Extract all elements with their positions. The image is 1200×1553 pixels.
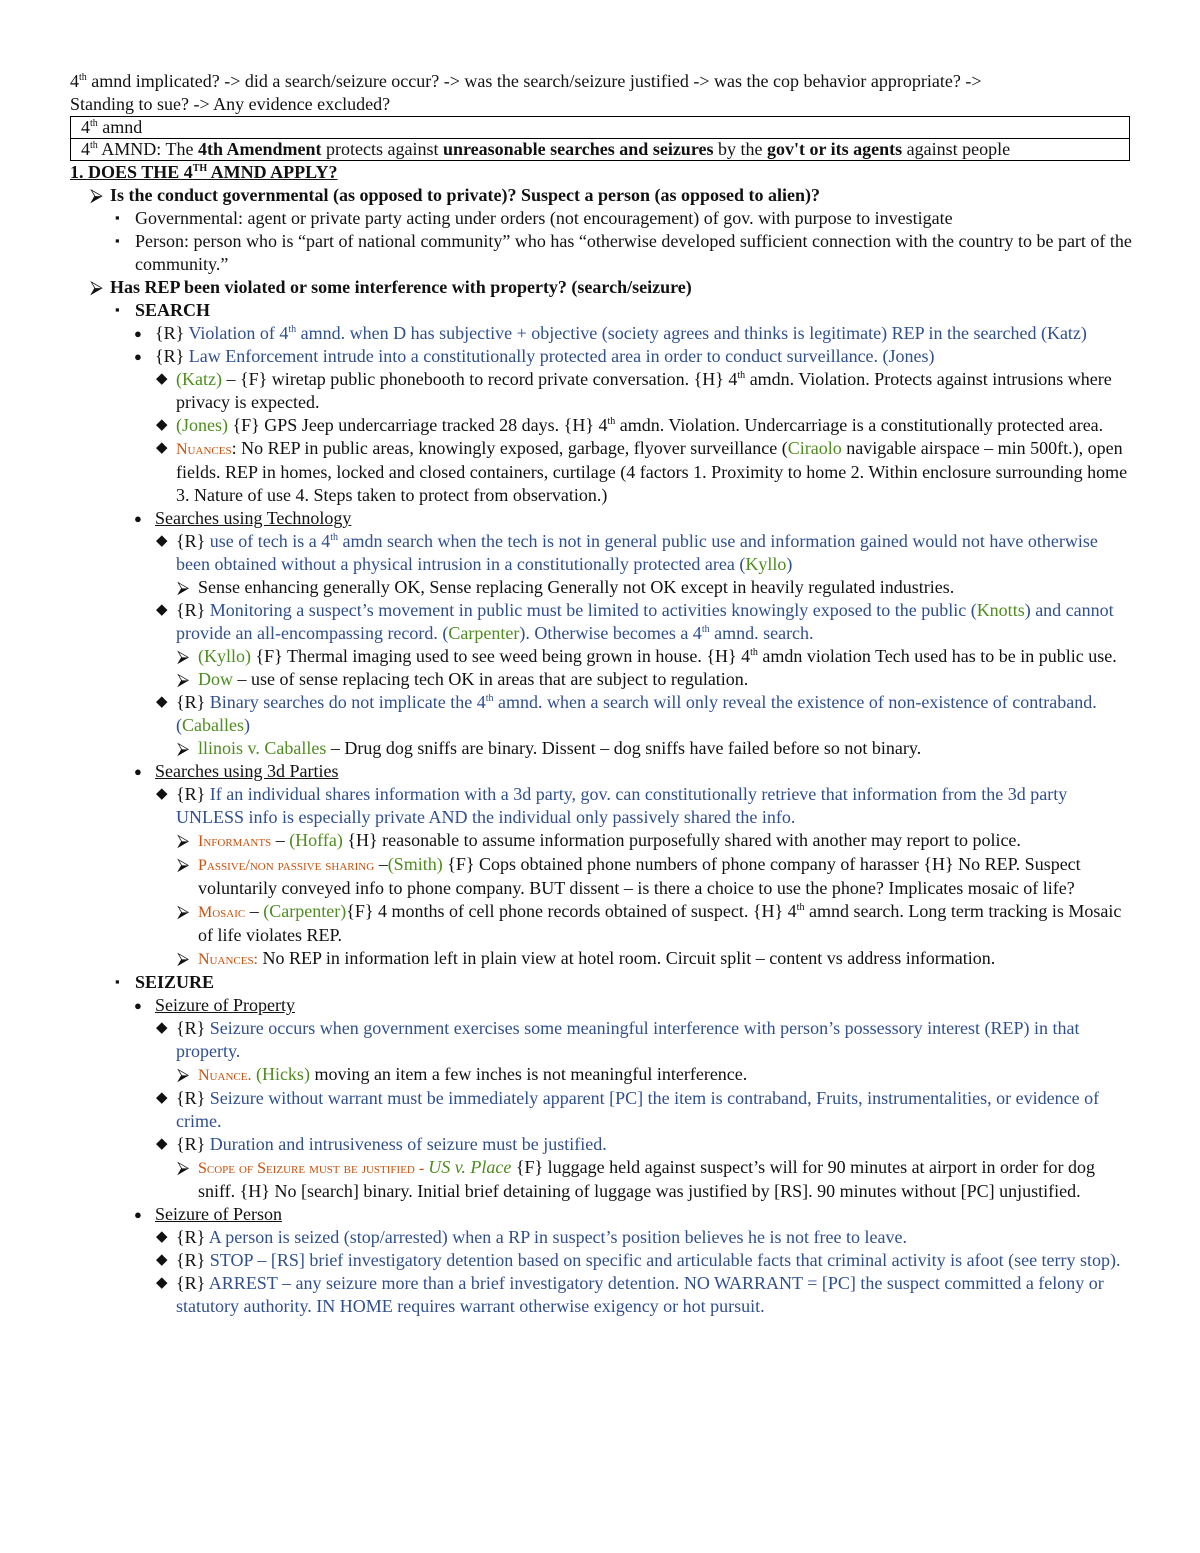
bullet-icon: ● bbox=[134, 1207, 142, 1222]
case-item: ◆ (Katz) – {F} wiretap public phonebooth to record private conversation. {H} 4th amdn. Violation. Protects against intrusions where privacy is expected. bbox=[156, 369, 1112, 412]
third-party-heading: ● Searches using 3d Parties ◆ {R} If an individual shares information with a 3d party, gov. can constitutionally retrieve that information from the 3d party UNLESS info is especially private AND the individual only passively shared the info. ⮚ Informants – (Hoffa) {H} reasonable to assume information purposefully shared with another may report to police. ⮚ Passive/non passive sharing –(Smith) {F} Cops obtained phone numbers of phone company of harasser {H} No REP. Suspect voluntarily conveyed info to phone company. BUT dissent – is there a choice to use the phone? Implicates mosaic of life? ⮚ Mosaic – (Carpenter){F} 4 months of cell phone records obtained of suspect. {H} 4th amnd search. Long term tracking is Mosaic of life violates REP. ⮚ Nuances: No REP in information left in plain view at hotel room. Circuit split – content vs address information. bbox=[70, 760, 1132, 971]
rule-item: ◆ {R} A person is seized (stop/arrested) when a RP in suspect’s position believes he is not free to leave. bbox=[156, 1227, 907, 1247]
list-item: ▪ Governmental: agent or private party acting under orders (not encouragement) of gov. with purpose to investigate bbox=[115, 208, 953, 228]
question-list bbox=[70, 184, 1132, 1318]
nuance-item: ⮚ Nuances: No REP in information left in plain view at hotel room. Circuit split – content vs address information. bbox=[177, 948, 996, 968]
case-item: ◆ (Jones) {F} GPS Jeep undercarriage tracked 28 days. {H} 4th amdn. Violation. Undercarriage is a constitutionally protected area. bbox=[156, 415, 1104, 435]
box-row-definition: 4th AMND: The 4th Amendment protects against unreasonable searches and seizures by the gov't or its agents against people bbox=[71, 139, 1130, 161]
document-page bbox=[70, 70, 1132, 1318]
tech-heading: ● Searches using Technology ◆ {R} use of tech is a 4th amdn search when the tech is not in general public use and information gained would not have otherwise been obtained without a physical intrusion in a constitutionally protected area (Kyllo) ⮚ Sense enhancing generally OK, Sense replacing Generally not OK except in heavily regulated industries. ◆ {R} Monitoring a suspect’s movement in public must be limited to activities knowingly exposed to the public (Knotts) and cannot provide an all-encompassing record. (Carpenter). Otherwise becomes a 4th amnd. search. ⮚ (Kyllo) {F} Thermal imaging used to see weed being grown in house. {H} 4th amdn violation Tech used has to be in public use. ⮚ Dow – use of sense replacing tech OK in areas that are subject to regulation. ◆ {R} Binary searches do not implicate the 4th amnd. when a search will only reveal the existence of non-existence of contraband. (Caballes) ⮚ llinois v. Caballes – Drug dog sniffs are binary. Dissent – dog sniffs have failed before so not binary. bbox=[70, 507, 1132, 760]
person-heading: ● Seizure of Person ◆ {R} A person is seized (stop/arrested) when a RP in suspect’s position believes he is not free to leave. ◆ {R} STOP – [RS] brief investigatory detention based on specific and articulable facts that criminal activity is afoot (see terry stop). ◆ {R} ARREST – any seizure more than a brief investigatory detention. NO WARRANT = [PC] the suspect committed a felony or statutory authority. IN HOME requires warrant otherwise exigency or hot pursuit. bbox=[70, 1203, 1132, 1318]
note-item: ⮚ Sense enhancing generally OK, Sense replacing Generally not OK except in heavily regulated industries. bbox=[177, 577, 955, 597]
bullet-icon: ● bbox=[134, 511, 142, 526]
search-heading: ▪ SEARCH ● {R} Violation of 4th amnd. when D has subjective + objective (society agrees and thinks is legitimate) REP in the searched (Katz) ● {R} Law Enforcement intrude into a constitutionally protected area in order to conduct surveillance. (Jones) ◆ (Katz) – {F} wiretap public phonebooth to record private conversation. {H} 4th amdn. Violation. Protects against intrusions where privacy is expected. ◆ (Jones) {F} GPS Jeep undercarriage tracked 28 days. {H} 4th amdn. Violation. Undercarriage is a constitutionally protected area. ◆ Nuances: No REP in public areas, knowingly exposed, garbage, flyover surveillance (Ciraolo navigable airspace – min 500ft.), open fields. REP in homes, locked and closed containers, curtilage (4 factors 1. Proximity to home 2. Within enclosure surrounding home 3. Nature of use 4. Steps taken to protect from observation.) ● Searches using Technology ◆ {R} use of tech is a 4th amdn search when the tech is not in general public use and information gained would not have otherwise been obtained without a physical intrusion in a constitutionally protected area (Kyllo) ⮚ Sense enhancing generally OK, Sense replacing Generally not OK except in heavily regulated industries. ◆ {R} Monitoring a suspect’s movement in public must be limited to activities knowingly exposed to the public (Knotts) and cannot provide an all-encompassing record. (Carpenter). Otherwise becomes a 4th amnd. search. ⮚ (Kyllo) {F} Thermal imaging used to see weed being grown in house. {H} 4th amdn violation Tech used has to be in public use. ⮚ Dow – use of sense replacing tech OK in areas that are subject to regulation. ◆ {R} Binary searches do not implicate the 4th amnd. when a search will only reveal the existence of non-existence of contraband. (Caballes) ⮚ llinois v. Caballes – Drug dog sniffs are binary. Dissent – dog sniffs have failed before so not binary. ● Searches using 3d Parties ◆ {R} If an individual shares information with a 3d party, gov. can constitutionally retrieve that information from the 3d party UNLESS info is especially private AND the individual only passively shared the info. ⮚ Informants – (Hoffa) {H} reasonable to assume information purposefully shared with another may report to police. ⮚ Passive/non passive sharing –(Smith) {F} Cops obtained phone numbers of phone company of harasser {H} No REP. Suspect voluntarily conveyed info to phone company. BUT dissent – is there a choice to use the phone? Implicates mosaic of life? ⮚ Mosaic – (Carpenter){F} 4 months of cell phone records obtained of suspect. {H} 4th amnd search. Long term tracking is Mosaic of life violates REP. ⮚ Nuances: No REP in information left in plain view at hotel room. Circuit split – content vs address information. bbox=[70, 299, 1132, 971]
rule-item: ◆ {R} Duration and intrusiveness of seizure must be justified. ⮚ Scope of Seizure must be justified - US v. Place {F} luggage held against suspect’s will for 90 minutes at airport in order for dog sniff. {H} No [search] binary. Initial brief detaining of luggage was justified by [RS]. 90 minutes without [PC] unjustified. bbox=[70, 1133, 1132, 1203]
arrow-icon: ⮚ bbox=[90, 185, 103, 205]
arrow-icon: ⮚ bbox=[177, 949, 190, 968]
rule-item: ◆ {R} Monitoring a suspect’s movement in public must be limited to activities knowingly exposed to the public (Knotts) and cannot provide an all-encompassing record. (Carpenter). Otherwise becomes a 4th amnd. search. ⮚ (Kyllo) {F} Thermal imaging used to see weed being grown in house. {H} 4th amdn violation Tech used has to be in public use. ⮚ Dow – use of sense replacing tech OK in areas that are subject to regulation. bbox=[70, 599, 1132, 691]
diamond-icon: ◆ bbox=[156, 371, 168, 387]
question-governmental: ⮚ Is the conduct governmental (as opposed to private)? Suspect a person (as opposed to alien)? ▪ Governmental: agent or private party acting under orders (not encouragement) of gov. with purpose to investigate ▪ Person: person who is “part of national community” who has “otherwise developed sufficient connection with the country to be part of the community.” bbox=[70, 184, 1132, 276]
flow-line-1: 4th amnd implicated? -> did a search/seizure occur? -> was the search/seizure justified -> was the cop behavior appropriate? -> bbox=[70, 71, 982, 91]
arrow-icon: ⮚ bbox=[177, 902, 190, 921]
case-item: ⮚ Informants – (Hoffa) {H} reasonable to assume information purposefully shared with another may report to police. bbox=[177, 830, 1021, 850]
rule-item: ● {R} Violation of 4th amnd. when D has subjective + objective (society agrees and thinks is legitimate) REP in the searched (Katz) bbox=[134, 323, 1087, 343]
rule-item: ◆ {R} Seizure occurs when government exercises some meaningful interference with person’s possessory interest (REP) in that property. ⮚ Nuance. (Hicks) moving an item a few inches is not meaningful interference. bbox=[70, 1017, 1132, 1087]
nuance-item: ⮚ Nuance. (Hicks) moving an item a few inches is not meaningful interference. bbox=[177, 1064, 748, 1084]
diamond-icon: ◆ bbox=[156, 694, 168, 710]
diamond-icon: ◆ bbox=[156, 533, 168, 549]
arrow-icon: ⮚ bbox=[177, 739, 190, 758]
rule-item: ◆ {R} Seizure without warrant must be immediately apparent [PC] the item is contraband, Fruits, instrumentalities, or evidence of crime. bbox=[156, 1088, 1100, 1131]
arrow-icon: ⮚ bbox=[177, 855, 190, 874]
nuance-item: ◆ Nuances: No REP in public areas, knowingly exposed, garbage, flyover surveillance (Ciraolo navigable airspace – min 500ft.), open fields. REP in homes, locked and closed containers, curtilage (4 factors 1. Proximity to home 2. Within enclosure surrounding home 3. Nature of use 4. Steps taken to protect from observation.) bbox=[156, 438, 1128, 505]
bullet-icon: ● bbox=[134, 326, 142, 341]
square-bullet-icon: ▪ bbox=[115, 302, 120, 317]
diamond-icon: ◆ bbox=[156, 1229, 168, 1245]
question-rep: ⮚ Has REP been violated or some interference with property? (search/seizure) ▪ SEARCH ● {R} Violation of 4th amnd. when D has subjective + objective (society agrees and thinks is legitimate) REP in the searched (Katz) ● {R} Law Enforcement intrude into a constitutionally protected area in order to conduct surveillance. (Jones) ◆ (Katz) – {F} wiretap public phonebooth to record private conversation. {H} 4th amdn. Violation. Protects against intrusions where privacy is expected. ◆ (Jones) {F} GPS Jeep undercarriage tracked 28 days. {H} 4th amdn. Violation. Undercarriage is a constitutionally protected area. ◆ Nuances: No REP in public areas, knowingly exposed, garbage, flyover surveillance (Ciraolo navigable airspace – min 500ft.), open fields. REP in homes, locked and closed containers, curtilage (4 factors 1. Proximity to home 2. Within enclosure surrounding home 3. Nature of use 4. Steps taken to protect from observation.) ● Searches using Technology ◆ {R} use of tech is a 4th amdn search when the tech is not in general public use and information gained would not have otherwise been obtained without a physical intrusion in a constitutionally protected area (Kyllo) ⮚ Sense enhancing generally OK, Sense replacing Generally not OK except in heavily regulated industries. ◆ {R} Monitoring a suspect’s movement in public must be limited to activities knowingly exposed to the public (Knotts) and cannot provide an all-encompassing record. (Carpenter). Otherwise becomes a 4th amnd. search. ⮚ (Kyllo) {F} Thermal imaging used to see weed being grown in house. {H} 4th amdn violation Tech used has to be in public use. ⮚ Dow – use of sense replacing tech OK in areas that are subject to regulation. ◆ {R} Binary searches do not implicate the 4th amnd. when a search will only reveal the existence of non-existence of contraband. (Caballes) ⮚ llinois v. Caballes – Drug dog sniffs are binary. Dissent – dog sniffs have failed before so not binary. ● Searches using 3d Parties ◆ {R} If an individual shares information with a 3d party, gov. can constitutionally retrieve that information from the 3d party UNLESS info is especially private AND the individual only passively shared the info. ⮚ Informants – (Hoffa) {H} reasonable to assume information purposefully shared with another may report to police. ⮚ Passive/non passive sharing –(Smith) {F} Cops obtained phone numbers of phone company of harasser {H} No REP. Suspect voluntarily conveyed info to phone company. BUT dissent – is there a choice to use the phone? Implicates mosaic of life? ⮚ Mosaic – (Carpenter){F} 4 months of cell phone records obtained of suspect. {H} 4th amnd search. Long term tracking is Mosaic of life violates REP. ⮚ Nuances: No REP in information left in plain view at hotel room. Circuit split – content vs address information. ▪ SEIZURE ● Seizure of Property ◆ {R} Seizure occurs when government exercises some meaningful interference with person’s possessory interest (REP) in that property. ⮚ Nuance. (Hicks) moving an item a few inches is not meaningful interference. ◆ {R} Seizure without warrant must be immediately apparent [PC] the item is contraband, Fruits, instrumentalities, or evidence of crime. ◆ {R} Duration and intrusiveness of seizure must be justified. ⮚ Scope of Seizure must be justified - US v. Place {F} luggage held against suspect’s will for 90 minutes at airport in order for dog sniff. {H} No [search] binary. Initial brief detaining of luggage was justified by [RS]. 90 minutes without [PC] unjustified. ● Seizure of Person ◆ {R} A person is seized (stop/arrested) when a RP in suspect’s position believes he is not free to leave. ◆ {R} STOP – [RS] brief investigatory detention based on specific and articulable facts that criminal activity is afoot (see terry stop). ◆ {R} ARREST – any seizure more than a brief investigatory detention. NO WARRANT = [PC] the suspect committed a felony or statutory authority. IN HOME requires warrant otherwise exigency or hot pursuit. bbox=[70, 276, 1132, 1318]
diamond-icon: ◆ bbox=[156, 1252, 168, 1268]
diamond-icon: ◆ bbox=[156, 1275, 168, 1291]
case-item: ⮚ (Kyllo) {F} Thermal imaging used to see weed being grown in house. {H} 4th amdn violation Tech used has to be in public use. bbox=[177, 646, 1117, 666]
arrow-icon: ⮚ bbox=[177, 670, 190, 689]
definition-box bbox=[70, 116, 1130, 161]
square-bullet-icon: ▪ bbox=[115, 233, 120, 248]
arrow-icon: ⮚ bbox=[177, 647, 190, 666]
list-item: ▪ Person: person who is “part of national community” who has “otherwise developed sufficient connection with the country to be part of the community.” bbox=[115, 231, 1132, 274]
case-item: ⮚ Dow – use of sense replacing tech OK in areas that are subject to regulation. bbox=[177, 669, 749, 689]
diamond-icon: ◆ bbox=[156, 1136, 168, 1152]
square-bullet-icon: ▪ bbox=[115, 974, 120, 989]
arrow-icon: ⮚ bbox=[177, 578, 190, 597]
rule-item: ● {R} Law Enforcement intrude into a constitutionally protected area in order to conduct surveillance. (Jones) ◆ (Katz) – {F} wiretap public phonebooth to record private conversation. {H} 4th amdn. Violation. Protects against intrusions where privacy is expected. ◆ (Jones) {F} GPS Jeep undercarriage tracked 28 days. {H} 4th amdn. Violation. Undercarriage is a constitutionally protected area. ◆ Nuances: No REP in public areas, knowingly exposed, garbage, flyover surveillance (Ciraolo navigable airspace – min 500ft.), open fields. REP in homes, locked and closed containers, curtilage (4 factors 1. Proximity to home 2. Within enclosure surrounding home 3. Nature of use 4. Steps taken to protect from observation.) bbox=[70, 345, 1132, 507]
rule-item: ◆ {R} STOP – [RS] brief investigatory detention based on specific and articulable facts that criminal activity is afoot (see terry stop). bbox=[156, 1250, 1121, 1270]
flow-text-1: amnd implicated? -> did a search/seizure occur? -> was the search/seizure justified -> was the cop behavior appropriate? -> bbox=[86, 71, 982, 91]
case-item: ⮚ Passive/non passive sharing –(Smith) {F} Cops obtained phone numbers of phone company of harasser {H} No REP. Suspect voluntarily conveyed info to phone company. BUT dissent – is there a choice to use the phone? Implicates mosaic of life? bbox=[177, 854, 1081, 898]
arrow-icon: ⮚ bbox=[177, 1065, 190, 1084]
rule-item: ◆ {R} If an individual shares information with a 3d party, gov. can constitutionally retrieve that information from the 3d party UNLESS info is especially private AND the individual only passively shared the info. ⮚ Informants – (Hoffa) {H} reasonable to assume information purposefully shared with another may report to police. ⮚ Passive/non passive sharing –(Smith) {F} Cops obtained phone numbers of phone company of harasser {H} No REP. Suspect voluntarily conveyed info to phone company. BUT dissent – is there a choice to use the phone? Implicates mosaic of life? ⮚ Mosaic – (Carpenter){F} 4 months of cell phone records obtained of suspect. {H} 4th amnd search. Long term tracking is Mosaic of life violates REP. ⮚ Nuances: No REP in information left in plain view at hotel room. Circuit split – content vs address information. bbox=[70, 783, 1132, 971]
diamond-icon: ◆ bbox=[156, 440, 168, 456]
diamond-icon: ◆ bbox=[156, 786, 168, 802]
box-row-title: 4th amnd bbox=[71, 117, 1130, 139]
arrow-icon: ⮚ bbox=[177, 1158, 190, 1177]
bullet-icon: ● bbox=[134, 998, 142, 1013]
flow-line-2: Standing to sue? -> Any evidence excluded? bbox=[70, 94, 391, 114]
rule-item: ◆ {R} use of tech is a 4th amdn search when the tech is not in general public use and information gained would not have otherwise been obtained without a physical intrusion in a constitutionally protected area (Kyllo) ⮚ Sense enhancing generally OK, Sense replacing Generally not OK except in heavily regulated industries. bbox=[70, 530, 1132, 599]
case-item: ⮚ llinois v. Caballes – Drug dog sniffs are binary. Dissent – dog sniffs have failed before so not binary. bbox=[177, 738, 922, 758]
case-item: ⮚ Scope of Seizure must be justified - US v. Place {F} luggage held against suspect’s will for 90 minutes at airport in order for dog sniff. {H} No [search] binary. Initial brief detaining of luggage was justified by [RS]. 90 minutes without [PC] unjustified. bbox=[177, 1157, 1096, 1201]
arrow-icon: ⮚ bbox=[177, 831, 190, 850]
square-bullet-icon: ▪ bbox=[115, 210, 120, 225]
seizure-heading: ▪ SEIZURE ● Seizure of Property ◆ {R} Seizure occurs when government exercises some meaningful interference with person’s possessory interest (REP) in that property. ⮚ Nuance. (Hicks) moving an item a few inches is not meaningful interference. ◆ {R} Seizure without warrant must be immediately apparent [PC] the item is contraband, Fruits, instrumentalities, or evidence of crime. ◆ {R} Duration and intrusiveness of seizure must be justified. ⮚ Scope of Seizure must be justified - US v. Place {F} luggage held against suspect’s will for 90 minutes at airport in order for dog sniff. {H} No [search] binary. Initial brief detaining of luggage was justified by [RS]. 90 minutes without [PC] unjustified. ● Seizure of Person ◆ {R} A person is seized (stop/arrested) when a RP in suspect’s position believes he is not free to leave. ◆ {R} STOP – [RS] brief investigatory detention based on specific and articulable facts that criminal activity is afoot (see terry stop). ◆ {R} ARREST – any seizure more than a brief investigatory detention. NO WARRANT = [PC] the suspect committed a felony or statutory authority. IN HOME requires warrant otherwise exigency or hot pursuit. bbox=[70, 971, 1132, 1318]
bullet-icon: ● bbox=[134, 349, 142, 364]
case-item: ⮚ Mosaic – (Carpenter){F} 4 months of cell phone records obtained of suspect. {H} 4th amnd search. Long term tracking is Mosaic of life violates REP. bbox=[177, 901, 1122, 945]
property-heading: ● Seizure of Property ◆ {R} Seizure occurs when government exercises some meaningful interference with person’s possessory interest (REP) in that property. ⮚ Nuance. (Hicks) moving an item a few inches is not meaningful interference. ◆ {R} Seizure without warrant must be immediately apparent [PC] the item is contraband, Fruits, instrumentalities, or evidence of crime. ◆ {R} Duration and intrusiveness of seizure must be justified. ⮚ Scope of Seizure must be justified - US v. Place {F} luggage held against suspect’s will for 90 minutes at airport in order for dog sniff. {H} No [search] binary. Initial brief detaining of luggage was justified by [RS]. 90 minutes without [PC] unjustified. bbox=[70, 994, 1132, 1203]
bullet-icon: ● bbox=[134, 764, 142, 779]
rule-item: ◆ {R} ARREST – any seizure more than a brief investigatory detention. NO WARRANT = [PC] the suspect committed a felony or statutory authority. IN HOME requires warrant otherwise exigency or hot pursuit. bbox=[156, 1273, 1104, 1316]
arrow-icon: ⮚ bbox=[90, 277, 103, 297]
diamond-icon: ◆ bbox=[156, 602, 168, 618]
rule-item: ◆ {R} Binary searches do not implicate the 4th amnd. when a search will only reveal the existence of non-existence of contraband. (Caballes) ⮚ llinois v. Caballes – Drug dog sniffs are binary. Dissent – dog sniffs have failed before so not binary. bbox=[70, 691, 1132, 760]
diamond-icon: ◆ bbox=[156, 1090, 168, 1106]
diamond-icon: ◆ bbox=[156, 1020, 168, 1036]
section-heading: 1. DOES THE 4TH AMND APPLY? bbox=[70, 162, 338, 182]
diamond-icon: ◆ bbox=[156, 417, 168, 433]
